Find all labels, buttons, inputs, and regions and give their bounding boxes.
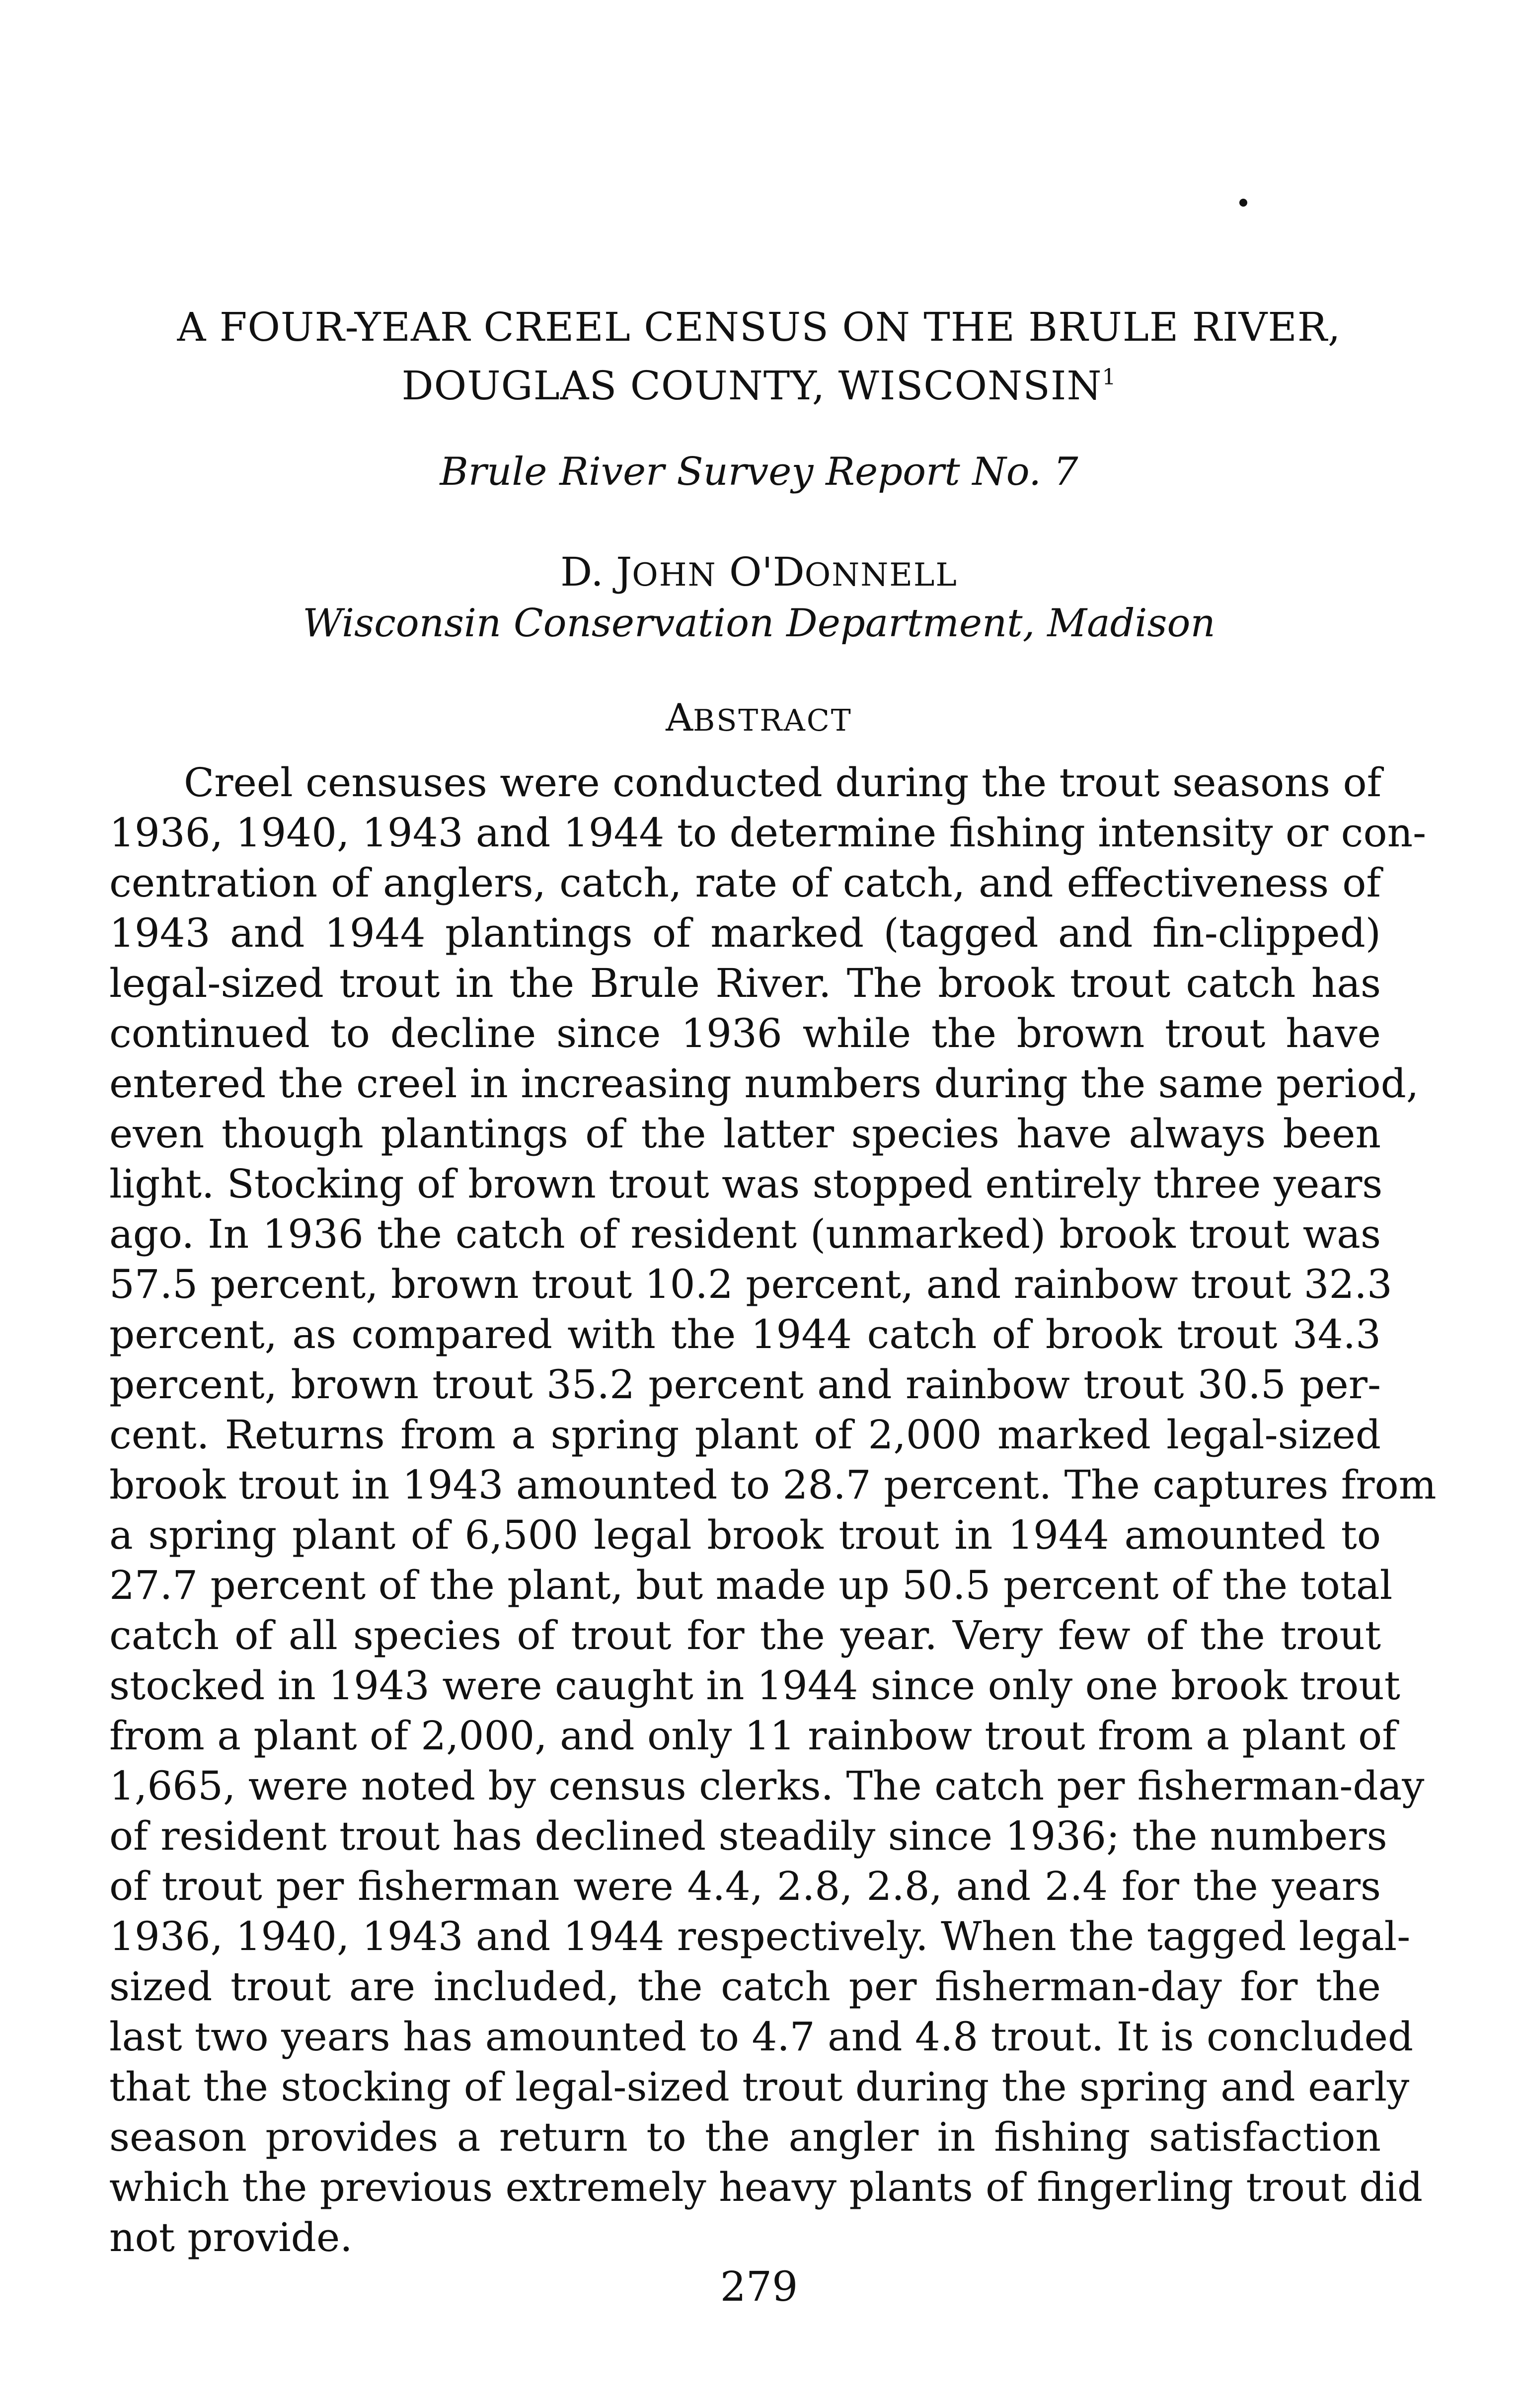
abstract-line: catch of all species of trout for the year. Very few of the trout <box>109 1612 1381 1658</box>
title-line-1: A FOUR-YEAR CREEL CENSUS ON THE BRULE RIVER, <box>177 304 1341 350</box>
author-last-rest: ONNELL <box>804 557 958 594</box>
abstract-line: percent, brown trout 35.2 percent and rainbow trout 30.5 per- <box>109 1361 1381 1408</box>
abstract-line: Creel censuses were conducted during the trout seasons of <box>184 759 1382 806</box>
print-speck <box>1239 199 1247 207</box>
abstract-line: that the stocking of legal-sized trout during the spring and early <box>109 2064 1410 2110</box>
abstract-line: a spring plant of 6,500 legal brook trout in 1944 amounted to <box>109 1512 1381 1558</box>
abstract-heading <box>0 693 1518 746</box>
abstract-line: last two years has amounted to 4.7 and 4.8 trout. It is concluded <box>109 2014 1414 2060</box>
report-subtitle: Brule River Survey Report No. 7 <box>440 450 1078 494</box>
author-name <box>0 546 1518 601</box>
abstract-line: light. Stocking of brown trout was stopped entirely three years <box>109 1161 1383 1207</box>
abstract-line: not provide. <box>109 2214 353 2260</box>
author-initial: D. J <box>560 549 632 595</box>
abstract-line: 1943 and 1944 plantings of marked (tagged and fin-clipped) <box>109 910 1381 956</box>
abstract-line: stocked in 1943 were caught in 1944 since only one brook trout <box>109 1662 1400 1709</box>
abstract-body <box>109 757 1437 2262</box>
author-affiliation: Wisconsin Conservation Department, Madison <box>303 601 1215 646</box>
abstract-line: 57.5 percent, brown trout 10.2 percent, and rainbow trout 32.3 <box>109 1261 1392 1307</box>
abstract-line: which the previous extremely heavy plants of fingerling trout did <box>109 2164 1423 2210</box>
abstract-line: brook trout in 1943 amounted to 28.7 percent. The captures from <box>109 1462 1437 1508</box>
abstract-line: of trout per fisherman were 4.4, 2.8, 2.8, and 2.4 for the years <box>109 1863 1381 1909</box>
abstract-line: legal-sized trout in the Brule River. The brook trout catch has <box>109 960 1381 1006</box>
title-line-2-text: DOUGLAS COUNTY, WISCONSIN <box>401 363 1102 409</box>
abstract-line: even though plantings of the latter species have always been <box>109 1111 1381 1157</box>
abstract-line: percent, as compared with the 1944 catch of brook trout 34.3 <box>109 1311 1381 1357</box>
abstract-line: 1936, 1940, 1943 and 1944 respectively. When the tagged legal- <box>109 1913 1411 1959</box>
abstract-line: of resident trout has declined steadily since 1936; the numbers <box>109 1813 1387 1859</box>
abstract-line: from a plant of 2,000, and only 11 rainbow trout from a plant of <box>109 1713 1397 1759</box>
abstract-line: season provides a return to the angler in fishing satisfaction <box>109 2114 1381 2160</box>
title-line-2 <box>0 357 1518 415</box>
abstract-line: centration of anglers, catch, rate of catch, and effectiveness of <box>109 860 1381 906</box>
abstract-line: entered the creel in increasing numbers during the same period, <box>109 1060 1419 1107</box>
author-last-initial: O'D <box>729 549 805 595</box>
article-title <box>0 298 1518 415</box>
abstract-line: sized trout are included, the catch per fisherman-day for the <box>109 1963 1381 2010</box>
abstract-line: continued to decline since 1936 while the brown trout have <box>109 1010 1381 1056</box>
abstract-line: 27.7 percent of the plant, but made up 50.5 percent of the total <box>109 1562 1393 1608</box>
abstract-heading-rest: BSTRACT <box>693 703 852 738</box>
author-first-rest: OHN <box>632 557 717 594</box>
footnote-marker: 1 <box>1102 365 1117 390</box>
abstract-line: cent. Returns from a spring plant of 2,000 marked legal-sized <box>109 1412 1381 1458</box>
abstract-line: 1,665, were noted by census clerks. The catch per fisherman-day <box>109 1763 1425 1809</box>
abstract-line: ago. In 1936 the catch of resident (unmarked) brook trout was <box>109 1211 1381 1257</box>
abstract-heading-initial: A <box>666 695 693 740</box>
page-number: 279 <box>720 2263 798 2311</box>
abstract-line: 1936, 1940, 1943 and 1944 to determine fishing intensity or con- <box>109 810 1427 856</box>
